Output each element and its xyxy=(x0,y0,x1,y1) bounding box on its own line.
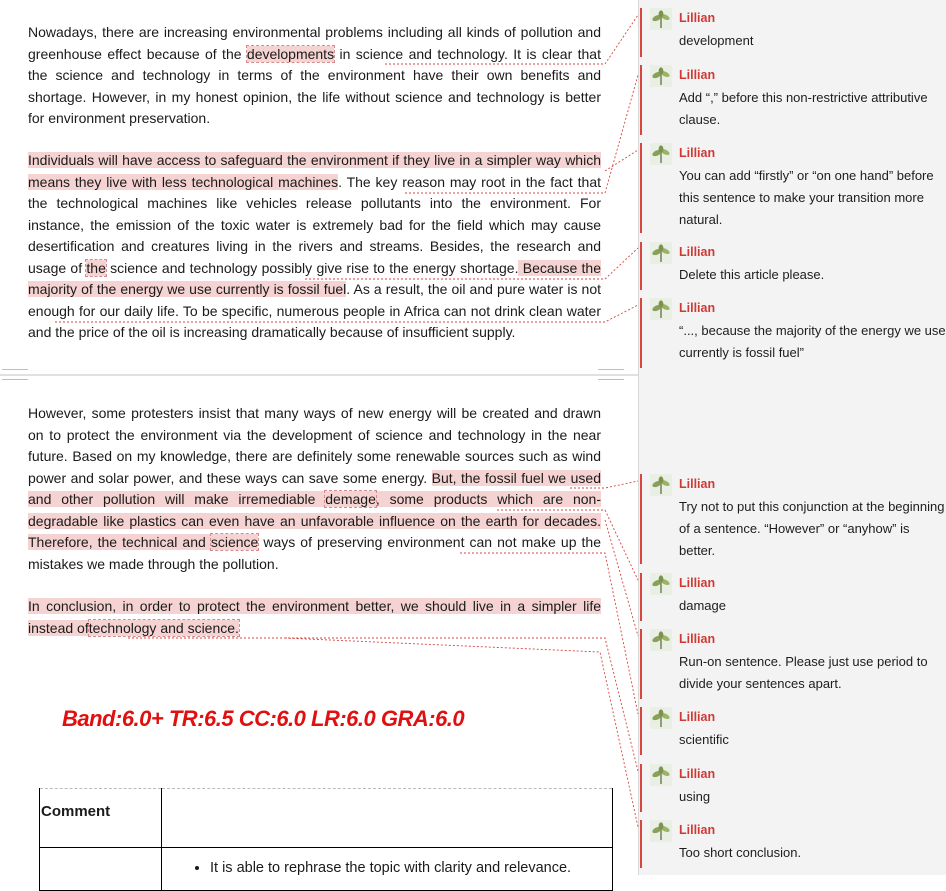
comment-text: Add “,” before this non-restrictive attributive clause. xyxy=(679,90,928,127)
commented-text[interactable]: Because the majority of the energy we use currently is fossil fuel xyxy=(28,259,601,297)
commented-text[interactable]: science xyxy=(210,534,259,550)
comment-table xyxy=(39,788,613,891)
comment-table-cell xyxy=(162,789,613,848)
comment-author: Lillian xyxy=(679,146,716,160)
comment-card[interactable] xyxy=(640,8,946,57)
commented-text[interactable]: Individuals will have access to safeguard the environment if they live in a simpler way which means they live with less technological machines xyxy=(28,152,601,190)
comment-card[interactable] xyxy=(640,707,946,755)
text-run: ways of preserving environment can not make up the mistakes we made through the pollution. xyxy=(28,534,601,572)
text-run: science and technology possibly give rise to the energy shortage. xyxy=(105,259,519,276)
avatar-plant-icon xyxy=(650,474,672,496)
paragraph-intro xyxy=(28,22,601,130)
comment-table-label: Comment xyxy=(40,789,162,848)
avatar-plant-icon xyxy=(650,143,672,165)
comment-card[interactable] xyxy=(640,298,946,368)
avatar-plant-icon xyxy=(650,242,672,264)
comment-author: Lillian xyxy=(679,576,716,590)
comment-author: Lillian xyxy=(679,632,716,646)
commented-text[interactable]: the xyxy=(86,259,106,276)
text-run: However, some protesters insist that many ways of new energy will be created and drawn on to protect the environment via the development of science and technology in the near future. Based on my knowledge, there are definitely some renewable sources such as wind power and solar power, and these ways can save some energy. xyxy=(28,405,601,486)
avatar-plant-icon xyxy=(650,707,672,729)
avatar-plant-icon xyxy=(650,820,672,842)
comment-text: Delete this article please. xyxy=(679,267,825,282)
comment-author: Lillian xyxy=(679,245,716,259)
comment-card[interactable] xyxy=(640,65,946,135)
commented-text[interactable]: But xyxy=(431,469,453,486)
avatar-plant-icon xyxy=(650,8,672,30)
text-run: Nowadays, there are increasing environmental problems including all kinds of pollution and greenhouse effect because of the xyxy=(28,24,601,62)
comment-text: Too short conclusion. xyxy=(679,845,802,860)
avatar-plant-icon xyxy=(650,298,672,320)
avatar-plant-icon xyxy=(650,629,672,651)
avatar-plant-icon xyxy=(650,764,672,786)
comment-card[interactable] xyxy=(640,764,946,812)
comment-card[interactable] xyxy=(640,629,946,699)
comment-card[interactable] xyxy=(640,143,946,233)
comment-author: Lillian xyxy=(679,823,716,837)
commented-text[interactable]: In conclusion, in order to protect the environment better, we should live in a simpler life instead of xyxy=(28,598,601,636)
comment-author: Lillian xyxy=(679,11,716,25)
comment-text: damage xyxy=(679,598,726,613)
comment-text: using xyxy=(679,789,711,804)
comment-text: Run-on sentence. Please just use period to divide your sentences apart. xyxy=(679,654,928,691)
commented-text[interactable]: , the fossil fuel we used and other pollution will make irremediable xyxy=(28,469,601,507)
comment-text: “..., because the majority of the energy we use currently is fossil fuel” xyxy=(679,323,946,360)
comment-author: Lillian xyxy=(679,68,716,82)
comment-card[interactable] xyxy=(640,474,946,564)
comment-text: Try not to put this conjunction at the beginning of a sentence. “However” or “anyhow” is better. xyxy=(679,499,945,558)
band-score: Band:6.0+ TR:6.5 CC:6.0 LR:6.0 GRA:6.0 xyxy=(62,706,465,731)
paragraph-body-2 xyxy=(28,403,601,575)
comment-table-cell xyxy=(162,848,613,891)
comment-card[interactable] xyxy=(640,573,946,621)
comment-text: scientific xyxy=(679,732,729,747)
commented-text[interactable]: demage xyxy=(325,491,376,507)
comment-table-cell xyxy=(40,848,162,891)
comment-author: Lillian xyxy=(679,710,716,724)
comment-bullet: • It is able to rephrase the topic with clarity and relevance. xyxy=(210,860,612,876)
text-run: . As a result, the oil and pure water is not enough for our daily life. To be specific, numerous people in Africa can not drink clean water and the price of the oil is increasing dramatically because of insufficient supply. xyxy=(28,281,601,340)
avatar-plant-icon xyxy=(650,573,672,595)
comment-card[interactable] xyxy=(640,242,946,290)
avatar-plant-icon xyxy=(650,65,672,87)
comment-card[interactable] xyxy=(640,820,946,868)
commented-text[interactable]: developments xyxy=(246,45,335,62)
text-run: . The key reason may root in the fact that the technological machines like vehicles release pollutants into the environment. For instance, the emission of the toxic water is extremely bad for the field which may cause desertification and creatures living in the rivers and streams. Besides, the research and usage of xyxy=(28,173,601,276)
commented-text[interactable]: technology and science. xyxy=(88,619,239,636)
comment-author: Lillian xyxy=(679,477,716,491)
commented-text[interactable]: , some products which are non-degradable like plastics can even have an unfavorable influence on the earth for decades. xyxy=(28,491,601,529)
comment-author: Lillian xyxy=(679,767,716,781)
margin-marker-right xyxy=(598,369,624,380)
paragraph-body-1 xyxy=(28,150,601,344)
comment-text: You can add “firstly” or “on one hand” before this sentence to make your transition more natural. xyxy=(679,168,934,227)
comments-pane xyxy=(638,0,946,875)
page-break xyxy=(0,374,638,376)
paragraph-conclusion xyxy=(28,596,601,639)
text-run: in science and technology. It is clear that the science and technology in terms of the environment have their own benefits and shortage. However, in my honest opinion, the life without science and technology is better for environment preservation. xyxy=(28,45,601,126)
commented-text[interactable]: Therefore, the technical and xyxy=(28,534,211,550)
margin-marker-left xyxy=(2,369,28,380)
comment-author: Lillian xyxy=(679,301,716,315)
comment-text: development xyxy=(679,33,754,48)
